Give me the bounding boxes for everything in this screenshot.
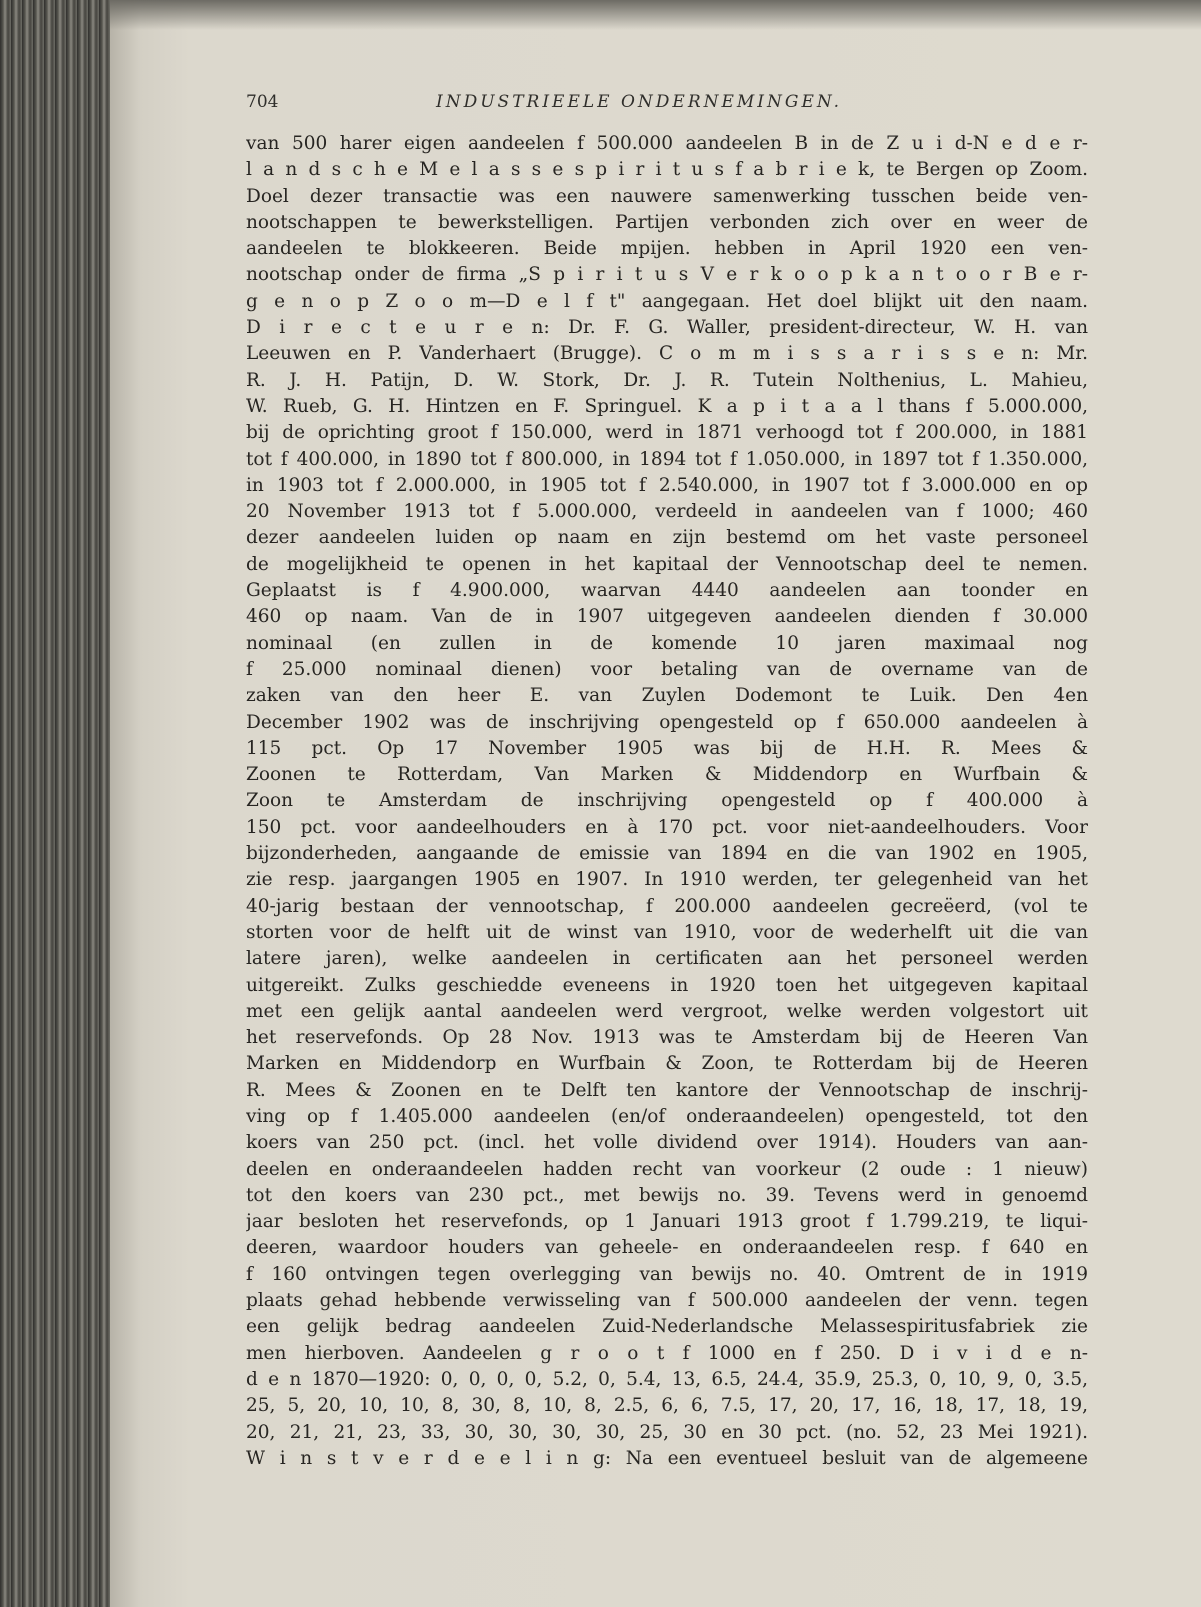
text-line: deelen en onderaandeelen hadden recht van voorkeur (2 oude : 1 nieuw) — [246, 1158, 1088, 1180]
text-line: December 1902 was de inschrijving opengesteld op f 650.000 aandeelen à — [246, 711, 1088, 733]
text-line: W. Rueb, G. H. Hintzen en F. Springuel. K a p i t a a l thans f 5.000.000, — [246, 395, 1088, 417]
body-text — [246, 131, 1088, 1472]
text-line: d e n 1870—1920: 0, 0, 0, 0, 5.2, 0, 5.4, 13, 6.5, 24.4, 35.9, 25.3, 0, 10, 9, 0, 3.5, — [246, 1368, 1088, 1390]
text-line: 25, 5, 20, 10, 10, 8, 30, 8, 10, 8, 2.5, 6, 6, 7.5, 17, 20, 17, 16, 18, 17, 18, 19, — [246, 1395, 1088, 1417]
text-line: van 500 harer eigen aandeelen f 500.000 aandeelen B in de Z u i d-N e d e r- — [246, 133, 1088, 154]
text-line: Zoonen te Rotterdam, Van Marken & Middendorp en Wurfbain & — [246, 764, 1088, 786]
text-line: Doel dezer transactie was een nauwere samenwerking tusschen beide ven- — [246, 185, 1088, 207]
page-number: 704 — [246, 92, 279, 112]
text-line: Leeuwen en P. Vanderhaert (Brugge). C o m m i s s a r i s s e n: Mr. — [246, 343, 1088, 365]
text-line: nootschap onder de firma „S p i r i t u s V e r k o o p k a n t o o r B e r- — [246, 264, 1088, 286]
text-line: ving op f 1.405.000 aandeelen (en/of onderaandeelen) opengesteld, tot den — [246, 1105, 1088, 1127]
text-line: 20 November 1913 tot f 5.000.000, verdeeld in aandeelen van f 1000; 460 — [246, 501, 1088, 523]
text-line: latere jaren), welke aandeelen in certificaten aan het personeel werden — [246, 948, 1088, 970]
text-line: men hierboven. Aandeelen g r o o t f 1000 en f 250. D i v i d e n- — [246, 1342, 1088, 1364]
text-line: aandeelen te blokkeeren. Beide mpijen. hebben in April 1920 een ven- — [246, 238, 1088, 260]
text-line: nootschappen te bewerkstelligen. Partijen verbonden zich over en weer de — [246, 211, 1088, 233]
text-line: 150 pct. voor aandeelhouders en à 170 pct. voor niet-aandeelhouders. Voor — [246, 816, 1088, 838]
text-line: Marken en Middendorp en Wurfbain & Zoon, te Rotterdam bij de Heeren — [246, 1053, 1088, 1075]
text-line: nominaal (en zullen in de komende 10 jaren maximaal nog — [246, 632, 1088, 654]
text-line: storten voor de helft uit de winst van 1910, voor de wederhelft uit die van — [246, 921, 1088, 943]
text-line: tot den koers van 230 pct., met bewijs no. 39. Tevens werd in genoemd — [246, 1184, 1088, 1206]
text-line: Geplaatst is f 4.900.000, waarvan 4440 aandeelen aan toonder en — [246, 580, 1088, 602]
text-line: plaats gehad hebbende verwisseling van f 500.000 aandeelen der venn. tegen — [246, 1290, 1088, 1312]
text-line: R. J. H. Patijn, D. W. Stork, Dr. J. R. Tutein Nolthenius, L. Mahieu, — [246, 369, 1088, 391]
book-page-edges — [0, 0, 120, 1607]
text-line: deeren, waardoor houders van geheele- en onderaandeelen resp. f 640 en — [246, 1237, 1088, 1259]
page-top-shadow — [110, 0, 1201, 30]
text-line: tot f 400.000, in 1890 tot f 800.000, in 1894 tot f 1.050.000, in 1897 tot f 1.350.000, — [246, 448, 1088, 470]
text-line: bij de oprichting groot f 150.000, werd in 1871 verhoogd tot f 200.000, in 1881 — [246, 422, 1088, 444]
text-line: 460 op naam. Van de in 1907 uitgegeven aandeelen dienden f 30.000 — [246, 606, 1088, 628]
text-line: uitgereikt. Zulks geschiedde eveneens in 1920 toen het uitgegeven kapitaal — [246, 974, 1088, 996]
text-line: zie resp. jaargangen 1905 en 1907. In 1910 werden, ter gelegenheid van het — [246, 869, 1088, 891]
text-line: met een gelijk aantal aandeelen werd vergroot, welke werden volgestort uit — [246, 1000, 1088, 1022]
page-header — [246, 92, 1096, 122]
running-title: INDUSTRIEELE ONDERNEMINGEN. — [436, 92, 843, 112]
text-line: 40-jarig bestaan der vennootschap, f 200.000 aandeelen gecreëerd, (vol te — [246, 895, 1088, 917]
text-line: 115 pct. Op 17 November 1905 was bij de H.H. R. Mees & — [246, 737, 1088, 759]
text-line: Zoon te Amsterdam de inschrijving opengesteld op f 400.000 à — [246, 790, 1088, 812]
text-line: l a n d s c h e M e l a s s e s p i r i t u s f a b r i e k, te Bergen op Zoom. — [246, 159, 1088, 181]
text-line: een gelijk bedrag aandeelen Zuid-Nederlandsche Melassespiritusfabriek zie — [246, 1316, 1088, 1338]
text-line: koers van 250 pct. (incl. het volle dividend over 1914). Houders van aan- — [246, 1132, 1088, 1154]
text-line: het reservefonds. Op 28 Nov. 1913 was te Amsterdam bij de Heeren Van — [246, 1027, 1088, 1049]
text-line: f 25.000 nominaal dienen) voor betaling van de overname van de — [246, 658, 1088, 680]
text-line: 20, 21, 21, 23, 33, 30, 30, 30, 30, 25, 30 en 30 pct. (no. 52, 23 Mei 1921). — [246, 1421, 1088, 1443]
text-line: jaar besloten het reservefonds, op 1 Januari 1913 groot f 1.799.219, te liqui- — [246, 1211, 1088, 1233]
text-line: f 160 ontvingen tegen overlegging van bewijs no. 40. Omtrent de in 1919 — [246, 1263, 1088, 1285]
text-line: W i n s t v e r d e e l i n g: Na een eventueel besluit van de algemeene — [246, 1447, 1088, 1469]
text-line: bijzonderheden, aangaande de emissie van 1894 en die van 1902 en 1905, — [246, 843, 1088, 865]
text-line: g e n o p Z o o m—D e l f t" aangegaan. Het doel blijkt uit den naam. — [246, 290, 1088, 312]
text-line: in 1903 tot f 2.000.000, in 1905 tot f 2.540.000, in 1907 tot f 3.000.000 en op — [246, 474, 1088, 496]
text-line: D i r e c t e u r e n: Dr. F. G. Waller, president-directeur, W. H. van — [246, 317, 1088, 339]
text-line: dezer aandeelen luiden op naam en zijn bestemd om het vaste personeel — [246, 527, 1088, 549]
text-line: zaken van den heer E. van Zuylen Dodemont te Luik. Den 4en — [246, 685, 1088, 707]
text-line: R. Mees & Zoonen en te Delft ten kantore der Vennootschap de inschrij- — [246, 1079, 1088, 1101]
text-line: de mogelijkheid te openen in het kapitaal der Vennootschap deel te nemen. — [246, 553, 1088, 575]
